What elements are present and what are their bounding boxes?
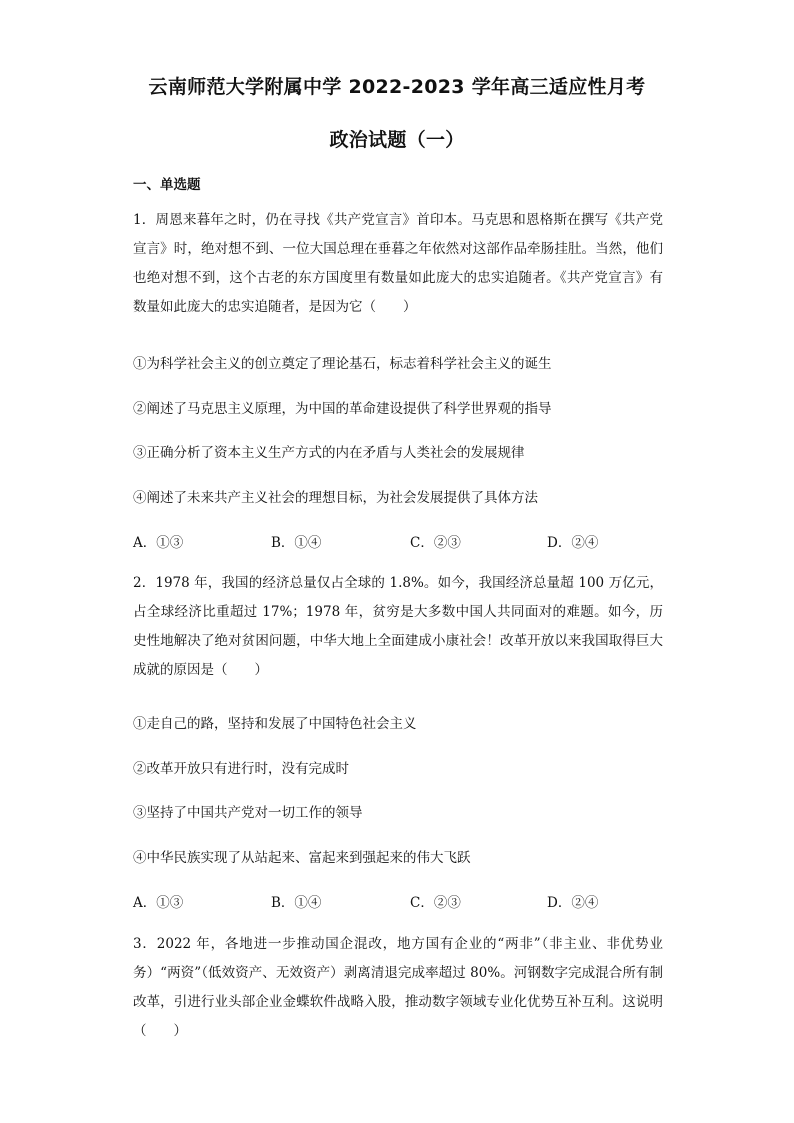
exam-subtitle: 政治试题（一）	[329, 129, 465, 151]
question-2-item-3: ③坚持了中国共产党对一切工作的领导	[133, 805, 363, 821]
question-1-item-3: ③正确分析了资本主义生产方式的内在矛盾与人类社会的发展规律	[133, 445, 525, 461]
question-1-item-2: ②阐述了马克思主义原理，为中国的革命建设提供了科学世界观的指导	[133, 401, 552, 417]
question-1-stem: 1．周恩来暮年之时，仍在寻找《共产党宣言》首印本。马克思和恩格斯在撰写《共产党宣言》时，绝对想不到、一位大国总理在垂暮之年依然对这部作品牵肠挂肚。当然，他们也绝对想不到，这个古老的东方国度里有数量如此庞大的忠实追随者。《共产党宣言》有数量如此庞大的忠实追随者，是因为它（ ）	[133, 212, 663, 315]
question-2-item-1: ①走自己的路，坚持和发展了中国特色社会主义	[133, 716, 417, 732]
question-1-option-c: C．②③	[410, 535, 461, 551]
question-2-stem: 2．1978 年，我国的经济总量仅占全球的 1.8%。如今，我国经济总量超 100 万亿元，占全球经济比重超过 17%；1978 年，贫穷是大多数中国人共同面对的难题。如今，历史性地解决了绝对贫困问题，中华大地上全面建成小康社会！改革开放以来我国取得巨大成就的原因是（ ）	[133, 575, 663, 678]
exam-title: 云南师范大学附属中学 2022-2023 学年高三适应性月考	[148, 76, 646, 98]
question-1-item-1: ①为科学社会主义的创立奠定了理论基石，标志着科学社会主义的诞生	[133, 356, 552, 372]
question-2-item-4: ④中华民族实现了从站起来、富起来到强起来的伟大飞跃	[133, 850, 471, 866]
question-2-option-c: C．②③	[410, 895, 461, 911]
question-2-option-a: A．①③	[133, 895, 184, 911]
question-2-option-d: D．②④	[547, 895, 599, 911]
question-3-stem: 3．2022 年，各地进一步推动国企混改，地方国有企业的“两非”（非主业、非优势业务）“两资”（低效资产、无效资产）剥离清退完成率超过 80%。河钢数字完成混合所有制改革，引进行业头部企业金蝶软件战略入股，推动数字领域专业化优势互补互利。这说明（ ）	[133, 936, 663, 1039]
question-2-item-2: ②改革开放只有进行时，没有完成时	[133, 761, 349, 777]
question-1-option-a: A．①③	[133, 535, 184, 551]
question-2-option-b: B．①④	[271, 895, 322, 911]
question-1-option-d: D．②④	[547, 535, 599, 551]
section-heading: 一、单选题	[133, 177, 201, 193]
question-1-item-4: ④阐述了未来共产主义社会的理想目标，为社会发展提供了具体方法	[133, 490, 538, 506]
question-1-option-b: B．①④	[271, 535, 322, 551]
